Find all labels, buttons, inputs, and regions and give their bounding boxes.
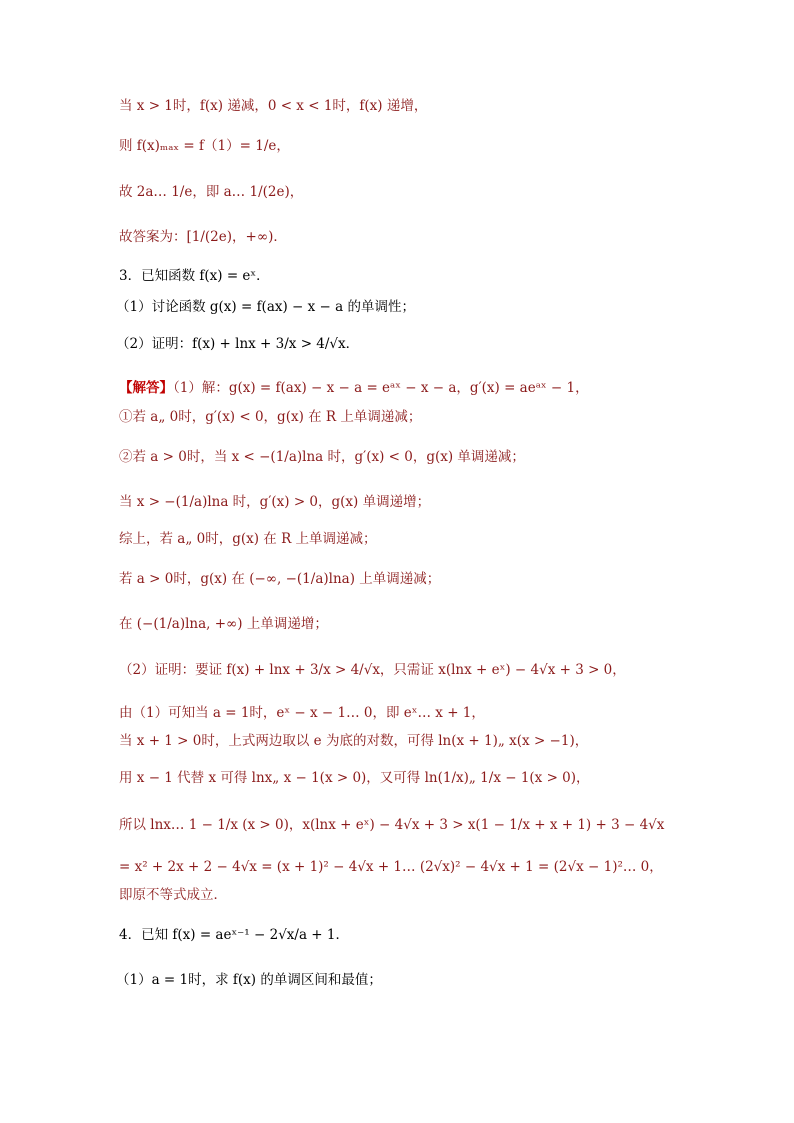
- solution-tag: 【解答】: [119, 380, 173, 396]
- problem-3-part-1: （1）讨论函数 g(x) = f(ax) − x − a 的单调性；: [116, 299, 415, 315]
- text-line-3: 故 2a… 1/e，即 a… 1/(2e)，: [119, 184, 304, 200]
- problem-4-title: 4．已知 f(x) = aeˣ⁻¹ − 2√x/a + 1．: [119, 927, 349, 943]
- text-line-1: 当 x > 1时，f(x) 递减，0 < x < 1时，f(x) 递增，: [119, 98, 428, 114]
- solution-line-8: （2）证明：要证 f(x) + lnx + 3/x > 4/√x，只需证 x(lnx + eˣ) − 4√x + 3 > 0，: [119, 662, 626, 678]
- solution-line-7: 在 (−(1/a)lna, +∞) 上单调递增；: [119, 616, 328, 632]
- solution-line-6: 若 a > 0时，g(x) 在 (−∞, −(1/a)lna) 上单调递减；: [119, 571, 441, 587]
- solution-line-10: 当 x + 1 > 0时，上式两边取以 e 为底的对数，可得 ln(x + 1)„ x(x > −1)，: [119, 733, 589, 749]
- solution-line-4: 当 x > −(1/a)lna 时，g′(x) > 0，g(x) 单调递增；: [119, 494, 431, 510]
- problem-3-title: 3．已知函数 f(x) = eˣ．: [119, 268, 270, 284]
- solution-line-5: 综上，若 a„ 0时，g(x) 在 R 上单调递减；: [119, 531, 377, 547]
- solution-line-12: 所以 lnx… 1 − 1/x (x > 0)，x(lnx + eˣ) − 4√x + 3 > x(1 − 1/x + x + 1) + 3 − 4√x: [119, 817, 665, 833]
- text-line-2: 则 f(x)ₘₐₓ = f（1）= 1/e，: [119, 138, 290, 154]
- solution-line-1: [119, 378, 589, 398]
- text-line-4: 故答案为：[1/(2e)，+∞)．: [119, 229, 287, 245]
- problem-3-part-2: （2）证明：f(x) + lnx + 3/x > 4/√x．: [116, 336, 360, 352]
- problem-4-part-1: （1）a = 1时，求 f(x) 的单调区间和最值；: [116, 972, 382, 988]
- solution-line-9: 由（1）可知当 a = 1时，eˣ − x − 1… 0，即 eˣ… x + 1，: [119, 705, 485, 721]
- solution-line-2: ①若 a„ 0时，g′(x) < 0，g(x) 在 R 上单调递减；: [119, 409, 422, 425]
- solution-conclusion: 即原不等式成立．: [119, 887, 227, 903]
- solution-line-13: = x² + 2x + 2 − 4√x = (x + 1)² − 4√x + 1… (2√x)² − 4√x + 1 = (2√x − 1)²… 0，: [119, 859, 663, 875]
- solution-line-3: ②若 a > 0时，当 x < −(1/a)lna 时，g′(x) < 0，g(x) 单调递减；: [119, 449, 525, 465]
- solution-line-11: 用 x − 1 代替 x 可得 lnx„ x − 1(x > 0)，又可得 ln(1/x)„ 1/x − 1(x > 0)，: [119, 770, 590, 786]
- solution-line-1-text: （1）解：g(x) = f(ax) − x − a = eᵃˣ − x − a，g′(x) = aeᵃˣ − 1，: [173, 380, 589, 396]
